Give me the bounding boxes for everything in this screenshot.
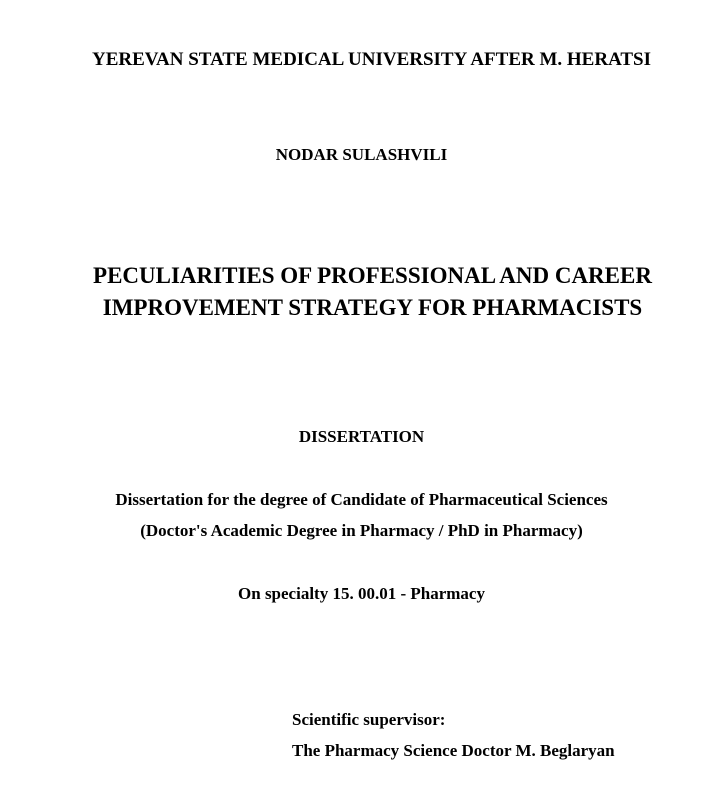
document-type: DISSERTATION bbox=[298, 427, 425, 446]
university-name: YEREVAN STATE MEDICAL UNIVERSITY AFTER M. HERATSI bbox=[91, 49, 652, 70]
author-name: NODAR SULASHVILI bbox=[275, 145, 448, 164]
supervisor-name: The Pharmacy Science Doctor M. Beglaryan bbox=[292, 741, 615, 760]
dissertation-title-line: PECULIARITIES OF PROFESSIONAL AND CAREER bbox=[93, 263, 652, 288]
degree-description-line: (Doctor's Academic Degree in Pharmacy / PhD in Pharmacy) bbox=[140, 521, 583, 540]
dissertation-title-line: IMPROVEMENT STRATEGY FOR PHARMACISTS bbox=[102, 295, 643, 320]
degree-description-line: Dissertation for the degree of Candidate of Pharmaceutical Sciences bbox=[115, 490, 608, 509]
specialty-line: On specialty 15. 00.01 - Pharmacy bbox=[238, 584, 485, 603]
supervisor-label: Scientific supervisor: bbox=[292, 710, 446, 729]
